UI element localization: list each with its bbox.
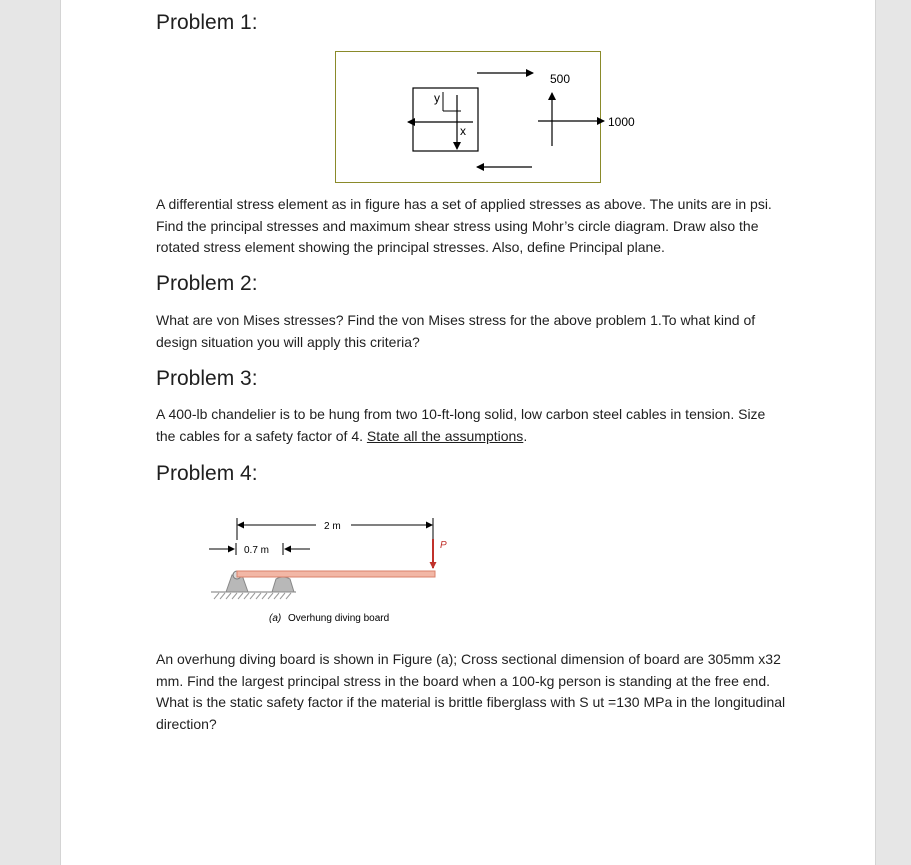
problem-3-heading: Problem 3: bbox=[156, 367, 258, 390]
axis-y-label: y bbox=[434, 91, 440, 105]
problem-4-heading: Problem 4: bbox=[156, 462, 258, 485]
diving-board-figure bbox=[206, 515, 456, 630]
dim-07m-label: 0.7 m bbox=[244, 545, 270, 556]
figure-caption-text: Overhung diving board bbox=[288, 613, 390, 624]
dim-2m-label: 2 m bbox=[324, 521, 341, 532]
problem-3-text-main: A 400-lb chandelier is to be hung from two 10-ft-long solid, low carbon steel cables in tension. Size the cables for a safety factor of 4. bbox=[156, 406, 766, 444]
problem-3-text bbox=[156, 404, 786, 447]
load-label: P bbox=[440, 540, 447, 551]
axis-x-label: x bbox=[460, 124, 466, 138]
figure-caption-letter: (a) bbox=[269, 613, 282, 624]
normal-value-label: 1000 bbox=[608, 115, 635, 129]
problem-2-text: What are von Mises stresses? Find the von Mises stress for the above problem 1.To what kind of design situation you will apply this criteria? bbox=[156, 312, 756, 350]
problem-2-heading: Problem 2: bbox=[156, 272, 258, 295]
shear-value-label: 500 bbox=[550, 72, 571, 86]
ground-hatching bbox=[214, 593, 291, 599]
stress-element-figure bbox=[335, 51, 635, 184]
fulcrum-support bbox=[272, 577, 294, 592]
problem-1-text: A differential stress element as in figure has a set of applied stresses as above. The units are in psi. Find the principal stresses and maximum shear stress using Mohr’s circle diagram. Draw also the rotated stress element showing the principal stresses. Also, define Principal plane. bbox=[156, 196, 772, 255]
problem-4-text: An overhung diving board is shown in Figure (a); Cross sectional dimension of board are 305mm x32 mm. Find the largest principal stress in the board when a 100-kg person is standing at the free end. What is the static safety factor if the material is brittle fiberglass with S ut =130 MPa in the longitudinal direction? bbox=[156, 651, 786, 732]
problem-3-text-end: . bbox=[523, 427, 528, 444]
diving-board bbox=[237, 571, 435, 577]
problem-1-heading: Problem 1: bbox=[156, 11, 258, 34]
document-page bbox=[60, 0, 876, 865]
assumptions-underlined: State all the assumptions bbox=[366, 427, 524, 444]
